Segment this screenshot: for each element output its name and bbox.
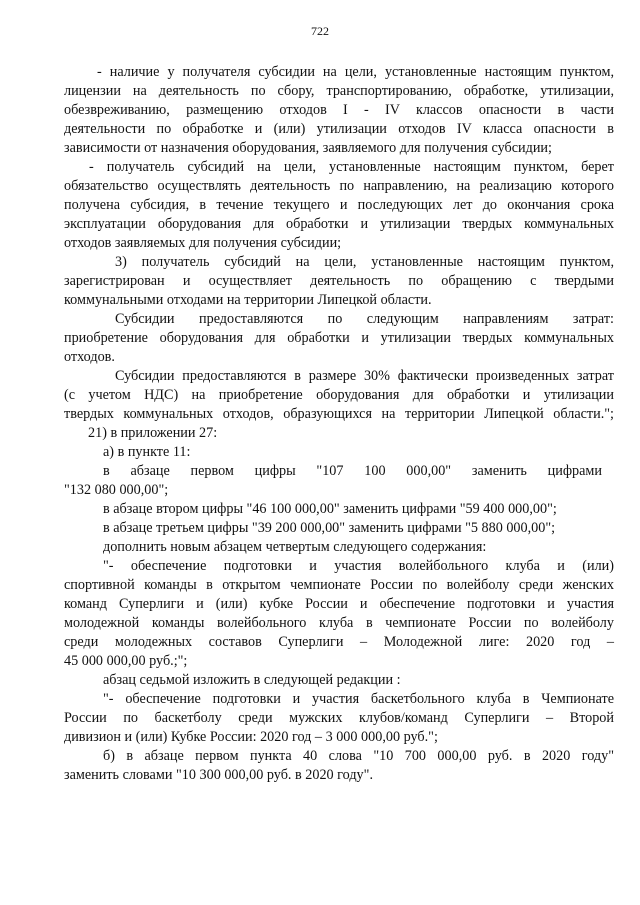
text-line: дивизион и (или) Кубке России: 2020 год – 3 000 000,00 руб."; [64, 729, 438, 745]
text-line: в абзаце третьем цифры "39 200 000,00" заменить цифрами "5 880 000,00"; [103, 520, 556, 536]
text-line: зависимости от назначения оборудования, заявляемого для получения субсидии; [64, 140, 552, 156]
text-line: "- обеспечение подготовки и участия волейбольного клуба и (или) [103, 558, 614, 574]
text-line: заменить словами "10 300 000,00 руб. в 2020 году". [64, 767, 373, 783]
text-line: 3) получатель субсидий на цели, установленные настоящим пунктом, [115, 254, 614, 270]
text-line: в абзаце первом цифры "107 100 000,00" заменить цифрами [103, 463, 602, 479]
text-line: а) в пункте 11: [103, 444, 191, 460]
text-line: Субсидии предоставляются по следующим направлениям затрат: [115, 311, 614, 327]
text-line: "- обеспечение подготовки и участия баскетбольного клуба в Чемпионате [103, 691, 614, 707]
page-number: 722 [311, 24, 329, 38]
text-line: коммунальными отходами на территории Липецкой области. [64, 292, 432, 308]
text-line: б) в абзаце первом пункта 40 слова "10 700 000,00 руб. в 2020 году" [103, 748, 614, 764]
text-line: деятельности по обработке и (или) утилизации отходов IV класса опасности в [64, 121, 614, 137]
text-line: получена субсидия, в течение текущего и последующих лет до окончания срока [64, 197, 614, 213]
text-line: обязательство осуществлять деятельность по направлению, на реализацию которого [64, 178, 614, 194]
text-line: отходов. [64, 349, 115, 365]
text-line: команд Суперлиги и (или) кубке России и обеспечение подготовки и участия [64, 596, 614, 612]
text-line: отходов заявляемых для получения субсидии; [64, 235, 342, 251]
text-line: России по баскетболу среди мужских клубов/команд Суперлиги – Второй [64, 710, 614, 726]
text-line: (с учетом НДС) на приобретение оборудования для обработки и утилизации [64, 387, 614, 403]
text-line: - получатель субсидий на цели, установленные настоящим пунктом, берет [89, 159, 614, 175]
text-line: 21) в приложении 27: [88, 425, 218, 441]
text-line: среди молодежных составов Суперлиги – Молодежной лиге: 2020 год – [64, 634, 614, 650]
text-line: абзац седьмой изложить в следующей редакции : [103, 672, 401, 688]
text-line: дополнить новым абзацем четвертым следующего содержания: [103, 539, 487, 555]
text-line: в абзаце втором цифры "46 100 000,00" заменить цифрами "59 400 000,00"; [103, 501, 557, 517]
text-line: приобретение оборудования для обработки и утилизации твердых коммунальных [64, 330, 614, 346]
text-line: обезвреживанию, размещению отходов I - IV классов опасности в части [64, 102, 614, 118]
text-line: твердых коммунальных отходов, образующихся на территории Липецкой области."; [64, 406, 614, 422]
text-line: - наличие у получателя субсидии на цели, установленные настоящим пунктом, [97, 64, 614, 80]
text-line: молодежной команды волейбольного клуба в чемпионате России по волейболу [64, 615, 614, 631]
text-line: спортивной команды в открытом чемпионате России по волейболу среди женских [64, 577, 614, 593]
text-line: Субсидии предоставляются в размере 30% фактически произведенных затрат [115, 368, 614, 384]
text-line: 45 000 000,00 руб.;"; [64, 653, 188, 669]
text-line: лицензии на деятельность по сбору, транспортированию, обработке, утилизации, [64, 83, 614, 99]
text-line: "132 080 000,00"; [64, 482, 169, 498]
text-line: эксплуатации оборудования для обработки и утилизации твердых коммунальных [64, 216, 614, 232]
text-line: зарегистрирован и осуществляет деятельность по обращению с твердыми [64, 273, 614, 289]
